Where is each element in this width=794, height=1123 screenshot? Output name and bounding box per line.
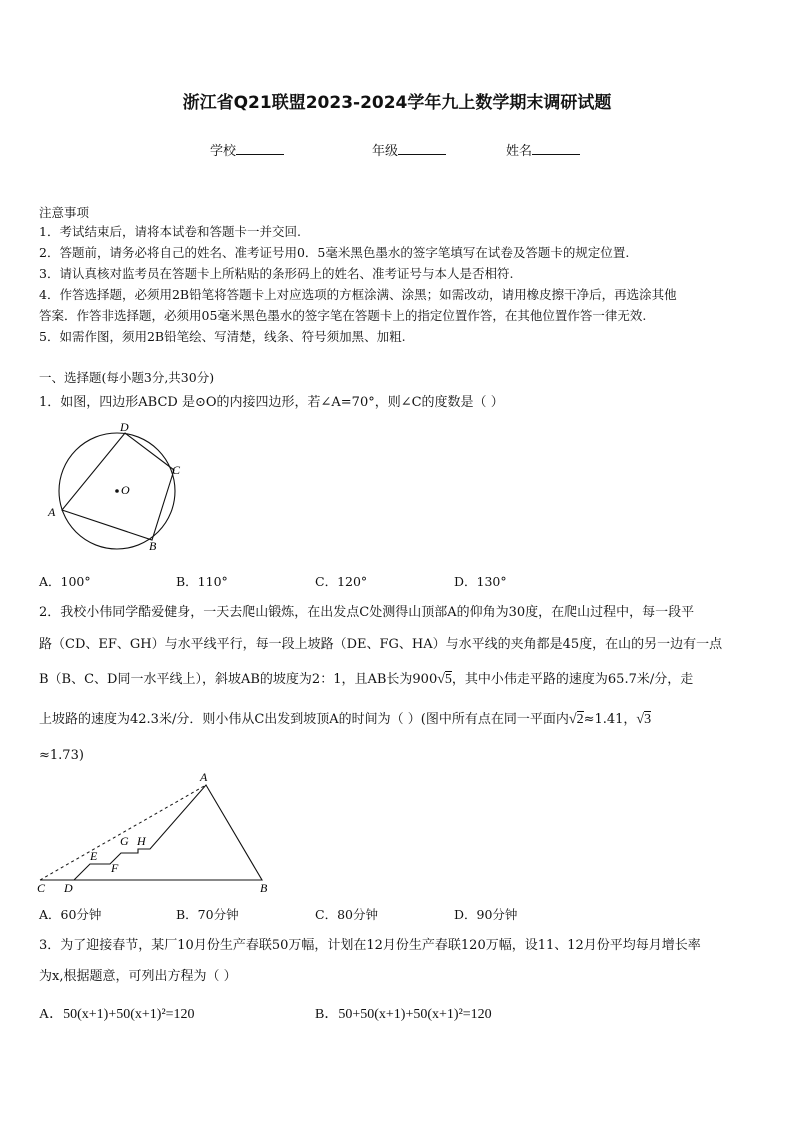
q2-mountain-figure: [34, 768, 284, 898]
center-dot: [115, 489, 119, 493]
school-label: 学校: [210, 144, 237, 159]
label-h: H: [137, 834, 146, 848]
label-g: G: [120, 834, 129, 848]
q2-option-c[interactable]: C．80分钟: [315, 907, 378, 922]
school-blank[interactable]: [236, 142, 284, 155]
sqrt-symbol: √: [568, 712, 577, 727]
note-item: 2．答题前，请务必将自己的姓名、准考证号用0．5毫米黑色墨水的签字笔填写在试卷及答题卡的规定位置.: [39, 245, 630, 260]
q2-line4a: 上坡路的速度为42.3米/分．则小伟从C出发到坡顶A的时间为（ ）(图中所有点在同一平面内: [39, 712, 569, 727]
school-field[interactable]: [210, 140, 284, 159]
label-a: A: [48, 505, 56, 519]
q3-option-a[interactable]: A．50(x+1)+50(x+1)²=120: [39, 1007, 195, 1022]
q1-option-d[interactable]: D．130°: [454, 574, 507, 589]
q2-line1: 2．我校小伟同学酷爱健身，一天去爬山锻炼，在出发点C处测得山顶部A的仰角为30度，在爬山过程中，每一段平: [39, 605, 695, 620]
sqrt2-value: 2: [576, 712, 584, 727]
mountain-path: [40, 785, 262, 880]
label-a: A: [200, 770, 208, 784]
label-b: B: [149, 539, 157, 553]
q2-option-d[interactable]: D．90分钟: [454, 907, 518, 922]
grade-label: 年级: [372, 144, 399, 159]
q2-option-b[interactable]: B．70分钟: [176, 907, 239, 922]
note-item: 5．如需作图，须用2B铅笔绘、写清楚，线条、符号须加黑、加粗.: [39, 329, 406, 344]
q2-line2: 路（CD、EF、GH）与水平线平行，每一段上坡路（DE、FG、HA）与水平线的夹角都是45度，在山的另一边有一点: [39, 637, 723, 652]
label-o: O: [121, 483, 130, 497]
label-c: C: [37, 881, 46, 895]
sqrt3-value: 3: [644, 712, 652, 727]
q3-line1: 3．为了迎接春节，某厂10月份生产春联50万幅，计划在12月份生产春联120万幅，设11、12月份平均每月增长率: [39, 938, 701, 953]
note-item: 3．请认真核对监考员在答题卡上所粘贴的条形码上的姓名、准考证号与本人是否相符.: [39, 266, 514, 281]
section-heading: 一、选择题(每小题3分,共30分): [39, 370, 215, 385]
sqrt-symbol: √: [437, 672, 445, 687]
label-e: E: [90, 849, 98, 863]
name-blank[interactable]: [532, 142, 580, 155]
label-c: C: [172, 463, 181, 477]
grade-blank[interactable]: [398, 142, 446, 155]
grade-field[interactable]: [372, 140, 446, 159]
approx-141: ≈1.41，: [583, 712, 637, 727]
q3-line2: 为x,根据题意，可列出方程为（ ）: [39, 969, 237, 984]
label-d: D: [120, 420, 129, 434]
q1-option-b[interactable]: B．110°: [176, 574, 228, 589]
q1-option-c[interactable]: C．120°: [315, 574, 368, 589]
note-item: 4．作答选择题，必须用2B铅笔将答题卡上对应选项的方框涂满、涂黑；如需改动，请用橡皮擦干净后，再选涂其他: [39, 287, 677, 302]
note-item: 答案．作答非选择题，必须用05毫米黑色墨水的签字笔在答题卡上的指定位置作答，在其他位置作答一律无效.: [39, 308, 647, 323]
label-d: D: [64, 881, 73, 895]
sqrt-symbol: √: [636, 712, 645, 727]
name-label: 姓名: [506, 144, 533, 159]
q3-option-b[interactable]: B．50+50(x+1)+50(x+1)²=120: [315, 1007, 492, 1022]
q2-line5: ≈1.73): [39, 748, 84, 763]
q1-circle-figure: [40, 418, 200, 558]
q2-line4: [39, 710, 759, 730]
q2-line3a: B（B、C、D同一水平线上），斜坡AB的坡度为2：1，且AB长为900: [39, 672, 438, 687]
sqrt5-value: 5: [444, 672, 452, 687]
page-title: 浙江省Q21联盟2023-2024学年九上数学期末调研试题: [182, 93, 612, 113]
label-b: B: [260, 881, 268, 895]
q2-line3: [39, 670, 759, 690]
q2-option-a[interactable]: A．60分钟: [39, 907, 102, 922]
name-field[interactable]: [506, 140, 580, 159]
label-f: F: [111, 861, 119, 875]
q2-line3b: ，其中小伟走平路的速度为65.7米/分，走: [451, 672, 694, 687]
q1-stem: 1．如图，四边形ABCD 是⊙O的内接四边形，若∠A=70°，则∠C的度数是（ ）: [39, 395, 504, 410]
note-item: 1．考试结束后，请将本试卷和答题卡一并交回.: [39, 224, 301, 239]
q1-option-a[interactable]: A．100°: [39, 574, 91, 589]
sight-line-ca: [40, 785, 206, 880]
notes-heading: 注意事项: [39, 205, 90, 220]
